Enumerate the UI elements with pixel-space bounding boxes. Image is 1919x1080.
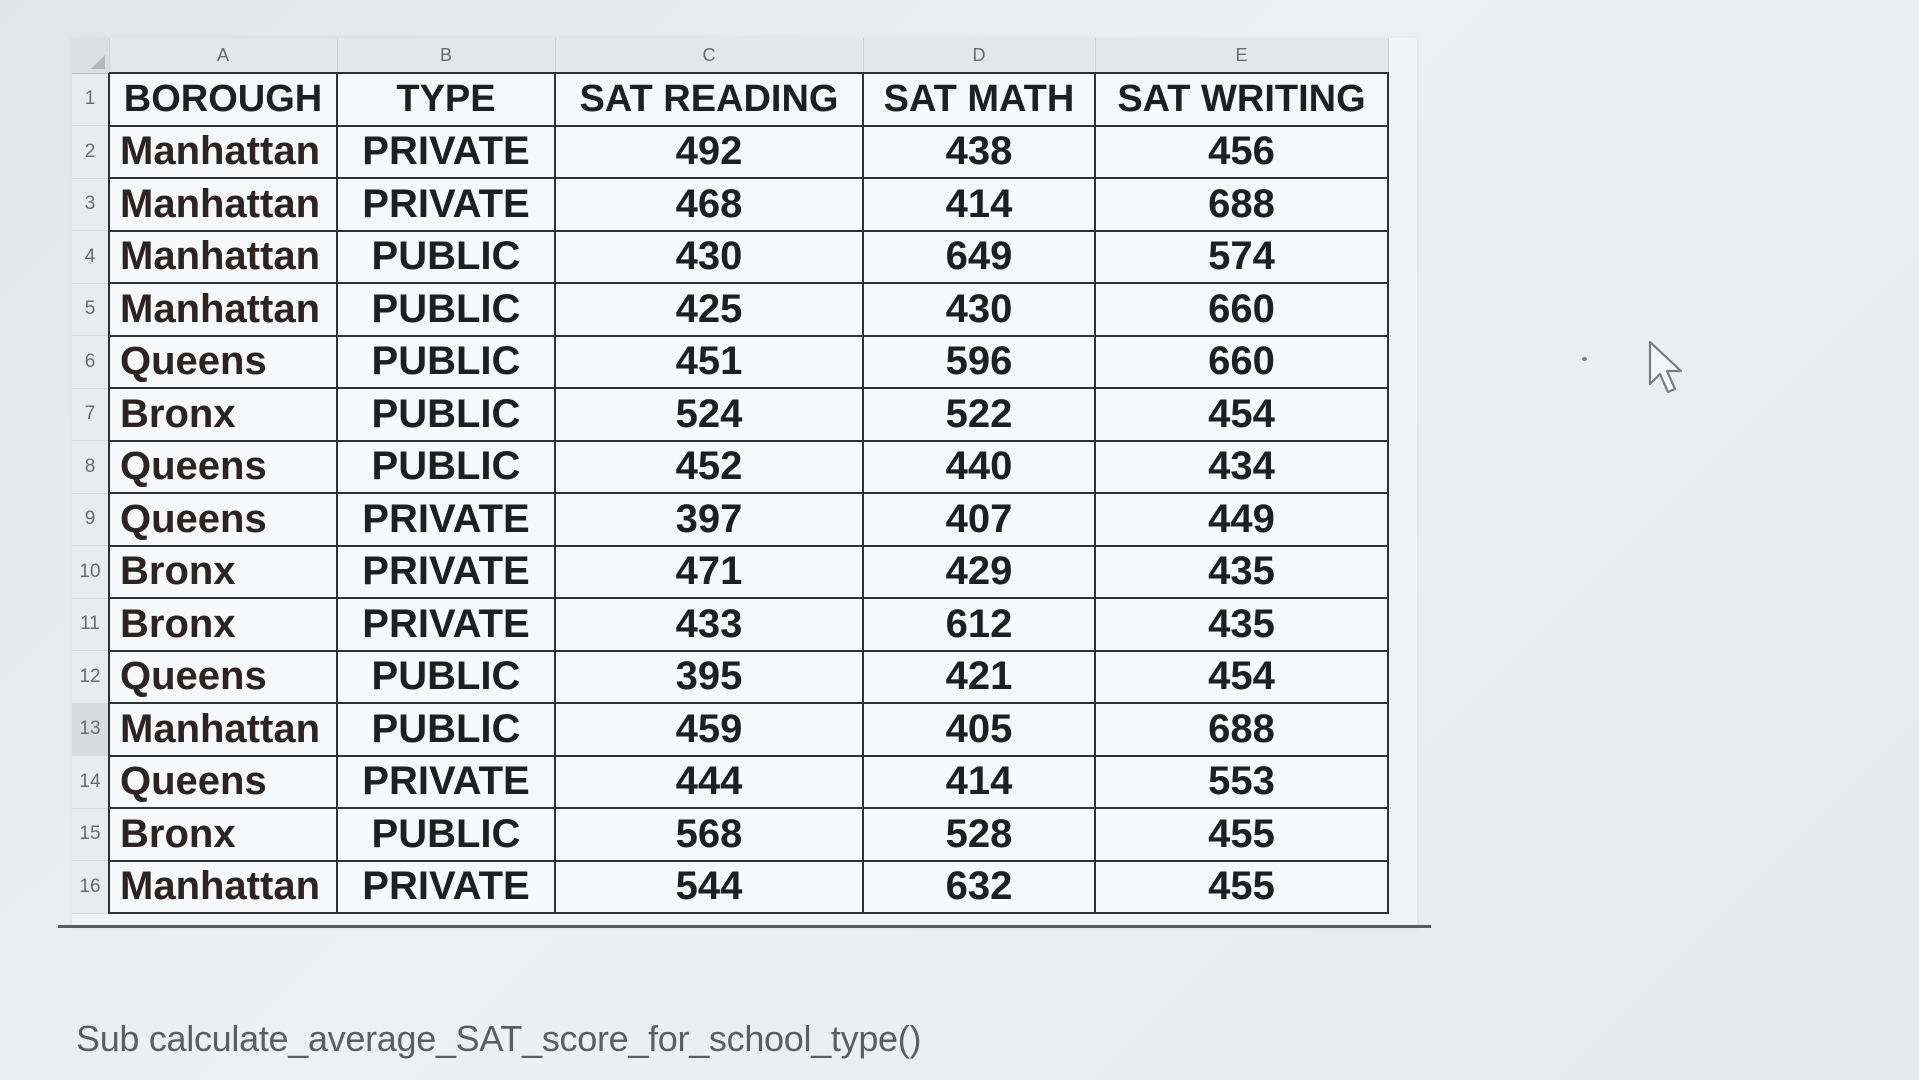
cell-borough[interactable]: Bronx <box>109 808 337 861</box>
cell-type[interactable]: PUBLIC <box>337 808 555 861</box>
spreadsheet-grid <box>72 38 1389 914</box>
cell-borough[interactable]: Queens <box>109 336 337 389</box>
row-header[interactable]: 6 <box>72 336 109 389</box>
mouse-pointer-icon <box>1648 340 1690 398</box>
row-header[interactable]: 10 <box>72 546 109 599</box>
cell-borough[interactable]: Bronx <box>109 598 337 651</box>
cell-sat-writing[interactable]: 435 <box>1095 546 1388 599</box>
cell-type[interactable]: PRIVATE <box>337 493 555 546</box>
row-header[interactable]: 1 <box>72 73 109 126</box>
row-header[interactable]: 5 <box>72 283 109 336</box>
column-header-c[interactable]: C <box>555 38 863 73</box>
header-row <box>72 73 1388 126</box>
cell-borough[interactable]: Manhattan <box>109 126 337 179</box>
row-header[interactable]: 7 <box>72 388 109 441</box>
cell-borough[interactable]: Manhattan <box>109 283 337 336</box>
cell-type[interactable]: PUBLIC <box>337 441 555 494</box>
column-header-row <box>72 38 1388 73</box>
table-row <box>72 231 1388 284</box>
cell-sat-reading[interactable]: 492 <box>555 126 863 179</box>
header-cell-borough[interactable]: BOROUGH <box>109 73 337 126</box>
header-cell-type[interactable]: TYPE <box>337 73 555 126</box>
table-row <box>72 336 1388 389</box>
cell-sat-reading[interactable]: 459 <box>555 703 863 756</box>
cell-sat-writing[interactable]: 688 <box>1095 178 1388 231</box>
cell-sat-reading[interactable]: 468 <box>555 178 863 231</box>
cell-sat-reading[interactable]: 397 <box>555 493 863 546</box>
cell-borough[interactable]: Manhattan <box>109 178 337 231</box>
cell-sat-writing[interactable]: 574 <box>1095 231 1388 284</box>
cell-sat-math[interactable]: 421 <box>863 651 1095 704</box>
cell-borough[interactable]: Queens <box>109 441 337 494</box>
column-header-e[interactable]: E <box>1095 38 1388 73</box>
cell-sat-writing[interactable]: 553 <box>1095 756 1388 809</box>
cell-sat-reading[interactable]: 524 <box>555 388 863 441</box>
cell-borough[interactable]: Queens <box>109 756 337 809</box>
cell-sat-writing[interactable]: 456 <box>1095 126 1388 179</box>
row-header[interactable]: 12 <box>72 651 109 704</box>
row-header[interactable]: 15 <box>72 808 109 861</box>
cell-borough[interactable]: Manhattan <box>109 231 337 284</box>
column-header-a[interactable]: A <box>109 38 337 73</box>
cell-type[interactable]: PRIVATE <box>337 756 555 809</box>
cell-sat-math[interactable]: 414 <box>863 756 1095 809</box>
row-header[interactable]: 9 <box>72 493 109 546</box>
screen-speck <box>1582 357 1587 361</box>
table-row <box>72 546 1388 599</box>
cell-sat-math[interactable]: 405 <box>863 703 1095 756</box>
cell-borough[interactable]: Queens <box>109 493 337 546</box>
cell-sat-math[interactable]: 528 <box>863 808 1095 861</box>
row-header[interactable]: 11 <box>72 598 109 651</box>
header-cell-sat-math[interactable]: SAT MATH <box>863 73 1095 126</box>
cell-type[interactable]: PUBLIC <box>337 336 555 389</box>
table-row <box>72 703 1388 756</box>
table-row <box>72 493 1388 546</box>
cell-sat-writing[interactable]: 449 <box>1095 493 1388 546</box>
cell-sat-math[interactable]: 522 <box>863 388 1095 441</box>
table-row <box>72 598 1388 651</box>
cell-type[interactable]: PRIVATE <box>337 598 555 651</box>
cell-type[interactable]: PUBLIC <box>337 703 555 756</box>
cell-sat-writing[interactable]: 454 <box>1095 388 1388 441</box>
cell-type[interactable]: PUBLIC <box>337 231 555 284</box>
row-header[interactable]: 2 <box>72 126 109 179</box>
cell-sat-math[interactable]: 612 <box>863 598 1095 651</box>
table-row <box>72 283 1388 336</box>
header-cell-sat-writing[interactable]: SAT WRITING <box>1095 73 1388 126</box>
cell-sat-reading[interactable]: 433 <box>555 598 863 651</box>
cell-borough[interactable]: Queens <box>109 651 337 704</box>
cell-sat-reading[interactable]: 425 <box>555 283 863 336</box>
row-header[interactable]: 4 <box>72 231 109 284</box>
cell-sat-writing[interactable]: 434 <box>1095 441 1388 494</box>
cell-sat-writing[interactable]: 455 <box>1095 808 1388 861</box>
table-row <box>72 808 1388 861</box>
select-all-corner[interactable] <box>72 38 109 73</box>
table-row <box>72 178 1388 231</box>
cell-sat-reading[interactable]: 444 <box>555 756 863 809</box>
table-row <box>72 126 1388 179</box>
cell-type[interactable]: PRIVATE <box>337 126 555 179</box>
cell-sat-math[interactable]: 407 <box>863 493 1095 546</box>
cell-borough[interactable]: Manhattan <box>109 703 337 756</box>
cell-sat-math[interactable]: 430 <box>863 283 1095 336</box>
cell-type[interactable]: PRIVATE <box>337 546 555 599</box>
table-row <box>72 441 1388 494</box>
cell-sat-math[interactable]: 632 <box>863 861 1095 914</box>
cell-sat-reading[interactable]: 452 <box>555 441 863 494</box>
row-header[interactable]: 14 <box>72 756 109 809</box>
cell-sat-reading[interactable]: 544 <box>555 861 863 914</box>
cell-sat-writing[interactable]: 455 <box>1095 861 1388 914</box>
cell-type[interactable]: PUBLIC <box>337 283 555 336</box>
cell-sat-reading[interactable]: 395 <box>555 651 863 704</box>
column-header-d[interactable]: D <box>863 38 1095 73</box>
sheet-bottom-border <box>58 925 1431 928</box>
cell-sat-writing[interactable]: 454 <box>1095 651 1388 704</box>
cell-sat-reading[interactable]: 471 <box>555 546 863 599</box>
select-all-triangle-icon[interactable] <box>91 55 105 69</box>
cell-sat-math[interactable]: 596 <box>863 336 1095 389</box>
row-header[interactable]: 8 <box>72 441 109 494</box>
row-header[interactable]: 13 <box>72 703 109 756</box>
cell-sat-math[interactable]: 414 <box>863 178 1095 231</box>
column-header-b[interactable]: B <box>337 38 555 73</box>
cell-sat-writing[interactable]: 660 <box>1095 336 1388 389</box>
cell-sat-writing[interactable]: 435 <box>1095 598 1388 651</box>
row-header[interactable]: 16 <box>72 861 109 914</box>
table-row <box>72 756 1388 809</box>
cell-type[interactable]: PRIVATE <box>337 861 555 914</box>
cell-sat-math[interactable]: 440 <box>863 441 1095 494</box>
cell-type[interactable]: PUBLIC <box>337 388 555 441</box>
cell-sat-reading[interactable]: 451 <box>555 336 863 389</box>
cell-sat-reading[interactable]: 430 <box>555 231 863 284</box>
cell-sat-math[interactable]: 429 <box>863 546 1095 599</box>
cell-type[interactable]: PUBLIC <box>337 651 555 704</box>
cell-borough[interactable]: Bronx <box>109 388 337 441</box>
cell-sat-math[interactable]: 649 <box>863 231 1095 284</box>
table-row <box>72 388 1388 441</box>
cell-borough[interactable]: Bronx <box>109 546 337 599</box>
cell-type[interactable]: PRIVATE <box>337 178 555 231</box>
cell-sat-writing[interactable]: 688 <box>1095 703 1388 756</box>
vba-sub-declaration: Sub calculate_average_SAT_score_for_school_type() <box>76 1018 922 1059</box>
header-cell-sat-reading[interactable]: SAT READING <box>555 73 863 126</box>
cell-sat-reading[interactable]: 568 <box>555 808 863 861</box>
cell-sat-writing[interactable]: 660 <box>1095 283 1388 336</box>
cell-borough[interactable]: Manhattan <box>109 861 337 914</box>
cell-sat-math[interactable]: 438 <box>863 126 1095 179</box>
row-header[interactable]: 3 <box>72 178 109 231</box>
table-row <box>72 651 1388 704</box>
table-row <box>72 861 1388 914</box>
